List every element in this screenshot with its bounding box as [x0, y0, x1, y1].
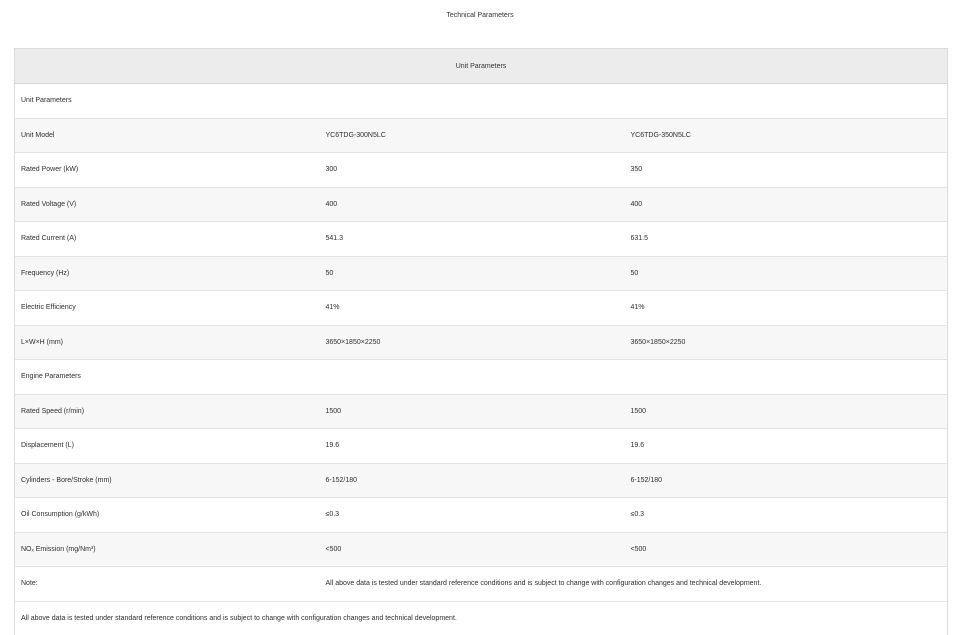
table-row [15, 463, 948, 498]
page-title: Technical Parameters [446, 12, 514, 19]
param-label: Rated Power (kW) [15, 153, 320, 188]
model-a-value: 19.6 [320, 429, 625, 464]
table-row [15, 532, 948, 567]
param-label: NOₓ Emission (mg/Nm³) [15, 532, 320, 567]
model-b-value: 400 [625, 187, 948, 222]
footnote-row [15, 601, 948, 635]
model-b-value: ≤0.3 [625, 498, 948, 533]
model-a-value: 400 [320, 187, 625, 222]
section-row [15, 360, 948, 395]
technical-parameters-table [14, 48, 948, 635]
note-row [15, 567, 948, 602]
section-row [15, 84, 948, 119]
model-a-value: 1500 [320, 394, 625, 429]
model-a-value: 300 [320, 153, 625, 188]
table-row [15, 256, 948, 291]
model-b-value: 50 [625, 256, 948, 291]
model-b-value: 1500 [625, 394, 948, 429]
footnote-text: All above data is tested under standard reference conditions and is subject to change with configuration changes and technical development. [15, 601, 948, 635]
model-a-value: 541.3 [320, 222, 625, 257]
table-row [15, 394, 948, 429]
section-heading: Engine Parameters [15, 360, 948, 395]
param-label: Rated Current (A) [15, 222, 320, 257]
section-heading: Unit Parameters [15, 84, 948, 119]
model-b-value: <500 [625, 532, 948, 567]
table-row [15, 153, 948, 188]
param-label: Frequency (Hz) [15, 256, 320, 291]
model-a-value: YC6TDG-300N5LC [320, 118, 625, 153]
table-row [15, 187, 948, 222]
param-label: Unit Model [15, 118, 320, 153]
table-row [15, 429, 948, 464]
model-b-value: 41% [625, 291, 948, 326]
param-label: L×W×H (mm) [15, 325, 320, 360]
param-label: Cylinders - Bore/Stroke (mm) [15, 463, 320, 498]
param-label: Displacement (L) [15, 429, 320, 464]
model-a-value: ≤0.3 [320, 498, 625, 533]
model-b-value: 3650×1850×2250 [625, 325, 948, 360]
table-row [15, 498, 948, 533]
note-label: Note: [15, 567, 320, 602]
param-label: Rated Voltage (V) [15, 187, 320, 222]
table-row [15, 291, 948, 326]
table-body [15, 84, 948, 635]
model-b-value: 631.5 [625, 222, 948, 257]
param-label: Electric Efficiency [15, 291, 320, 326]
note-text: All above data is tested under standard reference conditions and is subject to change with configuration changes and technical development. [320, 567, 948, 602]
table-row [15, 118, 948, 153]
table-header: Unit Parameters [15, 49, 948, 84]
model-a-value: 6-152/180 [320, 463, 625, 498]
model-b-value: 350 [625, 153, 948, 188]
model-a-value: 41% [320, 291, 625, 326]
param-label: Oil Consumption (g/kWh) [15, 498, 320, 533]
table-row [15, 222, 948, 257]
model-b-value: 6-152/180 [625, 463, 948, 498]
model-b-value: YC6TDG-350N5LC [625, 118, 948, 153]
table-row [15, 325, 948, 360]
model-a-value: <500 [320, 532, 625, 567]
model-b-value: 19.6 [625, 429, 948, 464]
table-header-row [15, 49, 948, 84]
model-a-value: 50 [320, 256, 625, 291]
param-label: Rated Speed (r/min) [15, 394, 320, 429]
model-a-value: 3650×1850×2250 [320, 325, 625, 360]
